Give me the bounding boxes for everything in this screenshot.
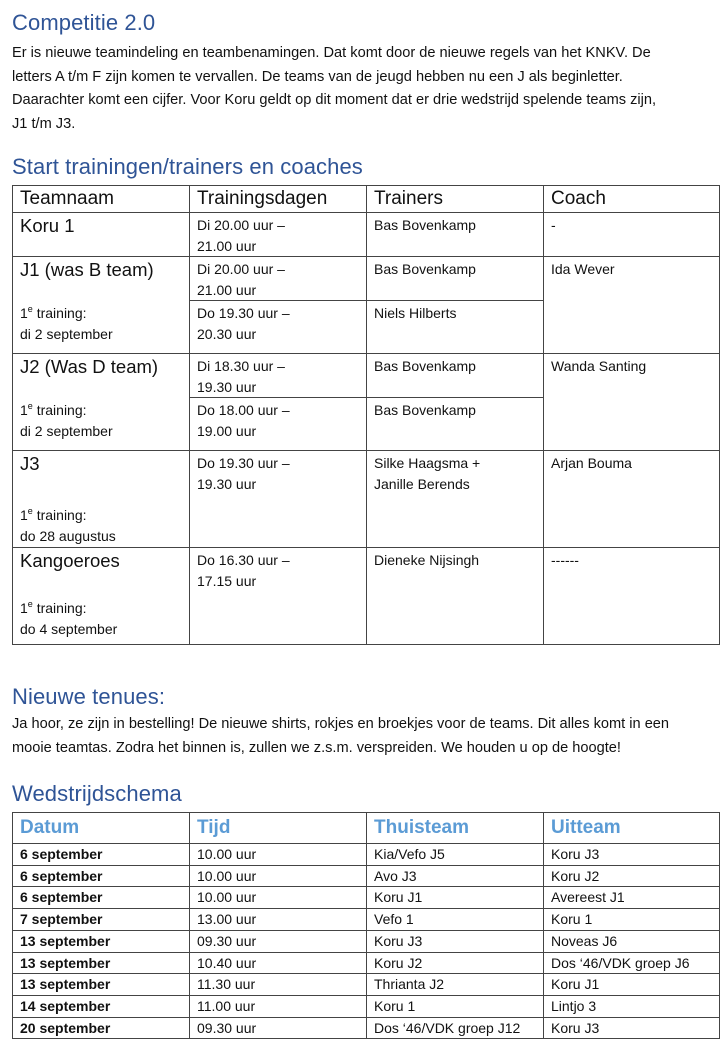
first-number: 1 xyxy=(20,507,28,523)
training-time xyxy=(190,301,367,354)
time-start: Di 18.30 uur – xyxy=(197,358,285,374)
training-table xyxy=(12,185,720,645)
away-team: Dos ‘46/VDK groep J6 xyxy=(544,952,720,974)
header-coach: Coach xyxy=(544,186,720,213)
home-team: Avo J3 xyxy=(367,865,544,887)
team-name: Koru 1 xyxy=(13,213,190,257)
home-team: Koru J1 xyxy=(367,887,544,909)
trainer-line: Janille Berends xyxy=(374,475,470,492)
home-team: Koru 1 xyxy=(367,995,544,1017)
coach: - xyxy=(544,213,720,257)
text-line: Er is nieuwe teamindeling en teambenamingen. Dat komt door de nieuwe regels van het KNKV. De xyxy=(12,45,651,61)
match-date: 14 september xyxy=(13,995,190,1017)
competitie-paragraph xyxy=(12,42,720,136)
table-row xyxy=(13,213,720,257)
away-team: Koru 1 xyxy=(544,909,720,931)
team-name: Kangoeroes xyxy=(20,550,120,571)
text-line: letters A t/m F zijn komen te vervallen. De teams van de jeugd hebben nu een J als beginletter. xyxy=(12,68,623,85)
match-date: 13 september xyxy=(13,974,190,996)
team-cell xyxy=(13,354,190,451)
text-line: Ja hoor, ze zijn in bestelling! De nieuwe shirts, rokjes en broekjes voor de teams. Dit alles komt in een xyxy=(12,716,670,732)
training-time xyxy=(190,548,367,645)
team-name: J1 (was B team) xyxy=(20,259,154,280)
match-date: 7 september xyxy=(13,909,190,931)
text-line: J1 t/m J3. xyxy=(12,115,76,132)
match-time: 11.30 uur xyxy=(190,974,367,996)
first-training-date: do 4 september xyxy=(20,621,118,637)
away-team: Lintjo 3 xyxy=(544,995,720,1017)
team-cell xyxy=(13,257,190,354)
home-team: Thrianta J2 xyxy=(367,974,544,996)
section-title-competitie: Competitie 2.0 xyxy=(12,10,156,35)
training-time xyxy=(190,398,367,451)
coach: Wanda Santing xyxy=(544,354,720,451)
time-end: 19.30 uur xyxy=(197,475,257,492)
time-start: Di 20.00 uur – xyxy=(197,261,285,277)
text-line: mooie teamtas. Zodra het binnen is, zullen we z.s.m. verspreiden. We houden u op de hoogte! xyxy=(12,739,621,756)
trainer: Dieneke Nijsingh xyxy=(367,548,544,645)
time-end: 19.00 uur xyxy=(197,422,257,439)
coach: Ida Wever xyxy=(544,257,720,354)
tenues-paragraph xyxy=(12,713,720,760)
time-start: Do 16.30 uur – xyxy=(197,552,290,568)
match-rows xyxy=(13,844,720,1039)
header-datum: Datum xyxy=(13,813,190,844)
header-thuisteam: Thuisteam xyxy=(367,813,544,844)
training-time xyxy=(190,451,367,548)
trainer: Bas Bovenkamp xyxy=(367,354,544,398)
away-team: Koru J3 xyxy=(544,844,720,866)
header-trainingsdagen: Trainingsdagen xyxy=(190,186,367,213)
first-training xyxy=(20,598,189,640)
home-team: Kia/Vefo J5 xyxy=(367,844,544,866)
match-date: 20 september xyxy=(13,1017,190,1039)
first-number: 1 xyxy=(20,402,28,418)
table-row xyxy=(13,974,720,996)
section-title-trainingen: Start trainingen/trainers en coaches xyxy=(12,154,363,179)
away-team: Noveas J6 xyxy=(544,930,720,952)
match-date: 6 september xyxy=(13,844,190,866)
match-time: 10.00 uur xyxy=(190,844,367,866)
trainer-line: Silke Haagsma + xyxy=(374,455,481,471)
superscript: e xyxy=(27,401,33,411)
trainer: Niels Hilberts xyxy=(367,301,544,354)
time-end: 21.00 uur xyxy=(197,237,257,254)
away-team: Koru J2 xyxy=(544,865,720,887)
superscript: e xyxy=(27,599,33,609)
first-training-label: training: xyxy=(36,600,87,616)
team-name: J2 (Was D team) xyxy=(20,356,159,377)
match-time: 10.00 uur xyxy=(190,865,367,887)
home-team: Koru J3 xyxy=(367,930,544,952)
superscript: e xyxy=(27,506,33,516)
table-row xyxy=(13,930,720,952)
table-row xyxy=(13,865,720,887)
home-team: Dos ‘46/VDK groep J12 xyxy=(367,1017,544,1039)
first-number: 1 xyxy=(20,305,28,321)
first-training-date: do 28 augustus xyxy=(20,528,116,544)
first-training-label: training: xyxy=(36,507,87,523)
team-name: J3 xyxy=(20,453,40,474)
time-start: Do 19.30 uur – xyxy=(197,455,290,471)
table-row xyxy=(13,887,720,909)
match-time: 09.30 uur xyxy=(190,930,367,952)
table-row xyxy=(13,952,720,974)
time-end: 17.15 uur xyxy=(197,572,257,589)
time-end: 21.00 uur xyxy=(197,281,257,298)
match-time: 10.00 uur xyxy=(190,887,367,909)
table-row xyxy=(13,909,720,931)
coach: Arjan Bouma xyxy=(544,451,720,548)
match-date: 6 september xyxy=(13,865,190,887)
trainer: Bas Bovenkamp xyxy=(367,213,544,257)
training-time xyxy=(190,354,367,398)
home-team: Vefo 1 xyxy=(367,909,544,931)
first-training-label: training: xyxy=(36,305,87,321)
time-start: Do 18.00 uur – xyxy=(197,402,290,418)
away-team: Koru J3 xyxy=(544,1017,720,1039)
team-cell xyxy=(13,451,190,548)
time-start: Do 19.30 uur – xyxy=(197,305,290,321)
match-time: 09.30 uur xyxy=(190,1017,367,1039)
table-row xyxy=(13,257,720,301)
section-title-tenues: Nieuwe tenues: xyxy=(12,684,166,709)
training-time xyxy=(190,213,367,257)
time-start: Di 20.00 uur – xyxy=(197,217,285,233)
table-header-row xyxy=(13,186,720,213)
header-uitteam: Uitteam xyxy=(544,813,720,844)
header-tijd: Tijd xyxy=(190,813,367,844)
trainer xyxy=(367,451,544,548)
table-row xyxy=(13,844,720,866)
coach: ------ xyxy=(544,548,720,645)
table-row xyxy=(13,1017,720,1039)
first-number: 1 xyxy=(20,600,28,616)
text-line: Daarachter komt een cijfer. Voor Koru geldt op dit moment dat er drie wedstrijd spelende teams zijn, xyxy=(12,92,657,108)
first-training xyxy=(20,505,189,547)
match-time: 10.40 uur xyxy=(190,952,367,974)
away-team: Avereest J1 xyxy=(544,887,720,909)
time-end: 19.30 uur xyxy=(197,378,257,395)
away-team: Koru J1 xyxy=(544,974,720,996)
trainer: Bas Bovenkamp xyxy=(367,257,544,301)
header-teamnaam: Teamnaam xyxy=(13,186,190,213)
first-training-label: training: xyxy=(36,402,87,418)
match-schedule-table xyxy=(12,812,720,1039)
table-row xyxy=(13,451,720,548)
header-trainers: Trainers xyxy=(367,186,544,213)
section-title-wedstrijdschema: Wedstrijdschema xyxy=(12,781,182,806)
table-row xyxy=(13,995,720,1017)
table-row xyxy=(13,354,720,398)
table-row xyxy=(13,548,720,645)
table-header-row xyxy=(13,813,720,844)
training-time xyxy=(190,257,367,301)
first-training xyxy=(20,303,189,345)
first-training-date: di 2 september xyxy=(20,423,113,439)
team-cell xyxy=(13,548,190,645)
trainer: Bas Bovenkamp xyxy=(367,398,544,451)
time-end: 20.30 uur xyxy=(197,325,257,342)
superscript: e xyxy=(27,304,33,314)
match-date: 13 september xyxy=(13,930,190,952)
first-training xyxy=(20,400,189,442)
match-date: 6 september xyxy=(13,887,190,909)
home-team: Koru J2 xyxy=(367,952,544,974)
match-time: 13.00 uur xyxy=(190,909,367,931)
match-date: 13 september xyxy=(13,952,190,974)
first-training-date: di 2 september xyxy=(20,326,113,342)
match-time: 11.00 uur xyxy=(190,995,367,1017)
